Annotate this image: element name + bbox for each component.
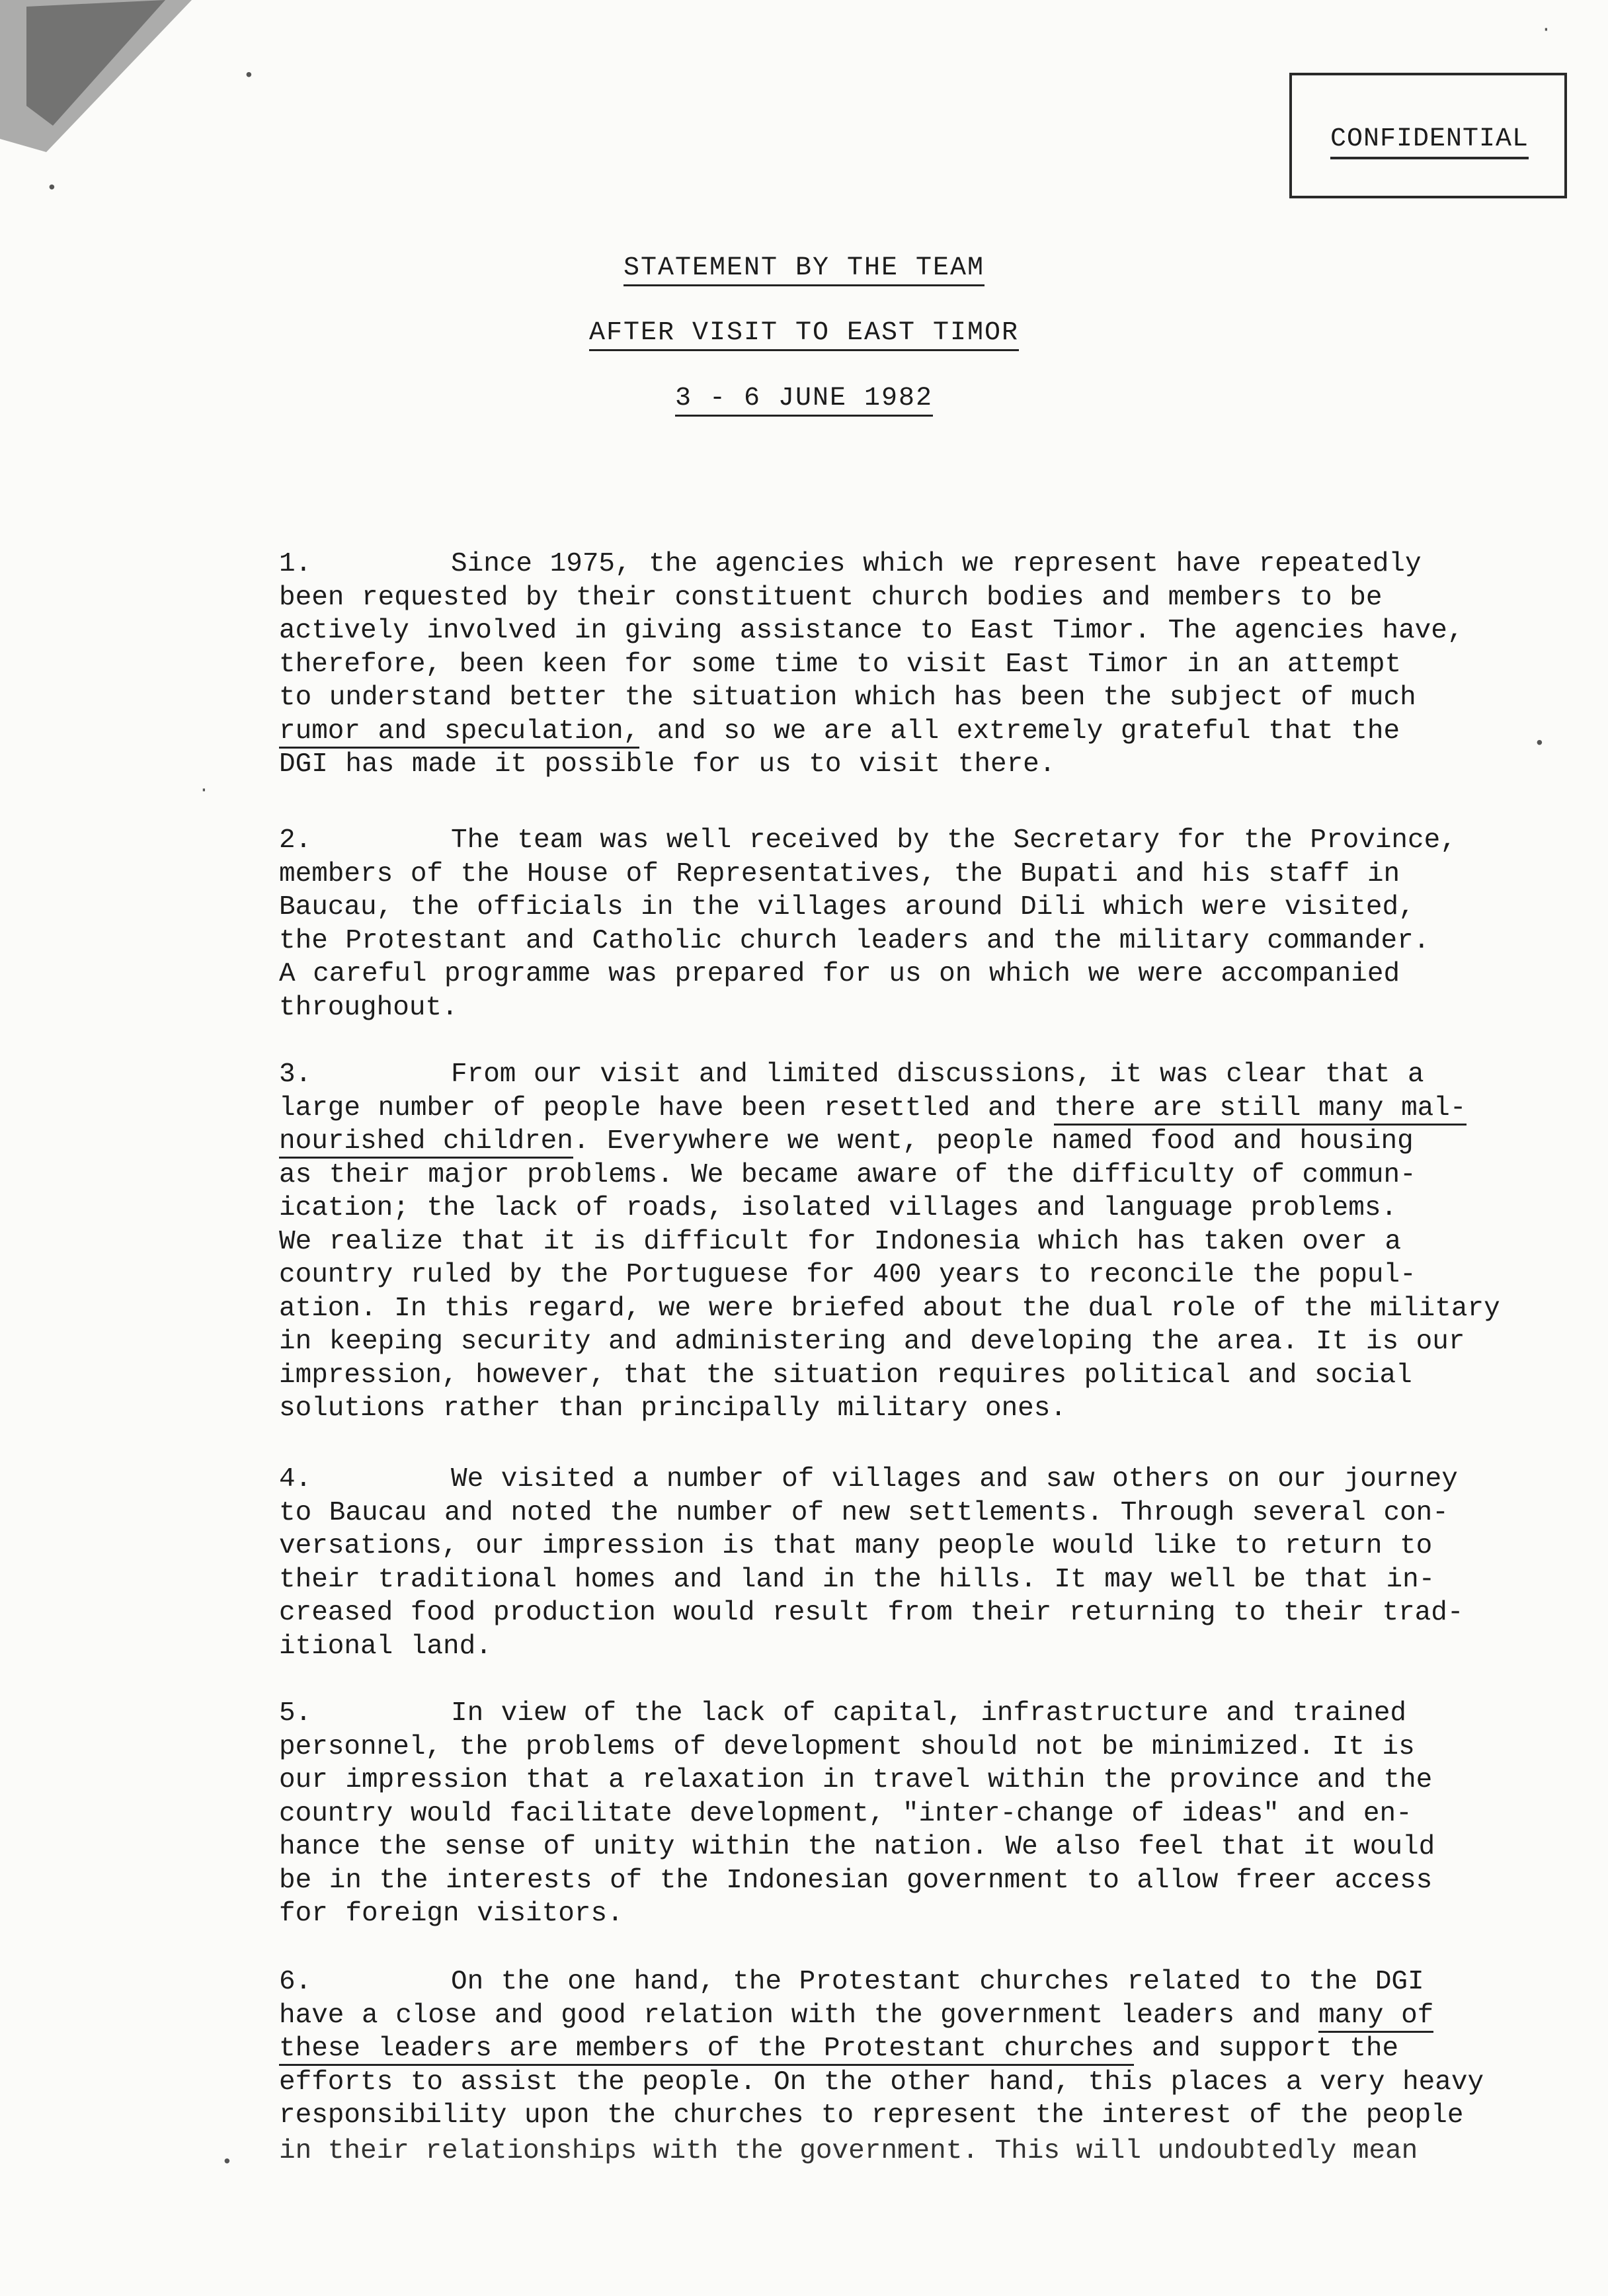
paragraph-6 xyxy=(279,1965,1522,2133)
paragraph-1 xyxy=(279,548,1522,782)
paragraph-text: and so we are all extremely grateful that the DGI has made it possible for us to visit there. xyxy=(279,716,1400,780)
paragraph-text: From our visit and limited discussions, it was clear that a large number of people have been resettled and xyxy=(279,1059,1424,1124)
paragraph-5 xyxy=(279,1697,1522,1931)
paragraph-number: 5. xyxy=(279,1698,312,1729)
document-title xyxy=(0,253,1608,283)
underlined-text: there are still many mal- nourished children xyxy=(279,1093,1467,1159)
paragraph-text: In view of the lack of capital, infrastructure and trained personnel, the problems of development should not be minimized. It is our impression that a relaxation in travel within the province and the country would facilitate development, "inter-change of ideas" and en- hance the sense of unity within the nation. We also feel that it would be in the interests of the Indonesian government to allow freer access for foreign visitors. xyxy=(279,1698,1435,1929)
speck: · xyxy=(1541,20,1552,40)
paragraph-2 xyxy=(279,824,1522,1024)
paragraph-number: 4. xyxy=(279,1464,312,1495)
paragraph-4 xyxy=(279,1463,1522,1663)
paragraph-text: and support the efforts to assist the people. On the other hand, this places a very heavy responsibility upon the churches to represent the interest of the people xyxy=(279,2033,1484,2131)
title-line-1: STATEMENT BY THE TEAM xyxy=(623,253,985,286)
speck: · xyxy=(198,780,210,801)
paragraph-text: On the one hand, the Protestant churches related to the DGI have a close and good relation with the government leaders and xyxy=(279,1967,1424,2031)
speck: • xyxy=(243,66,255,87)
paragraph-3 xyxy=(279,1058,1522,1426)
speck: • xyxy=(1534,734,1545,755)
corner-smudge xyxy=(0,0,198,159)
title-line-2: AFTER VISIT TO EAST TIMOR xyxy=(589,318,1019,351)
paragraph-text: We visited a number of villages and saw others on our journey to Baucau and noted the number of new settlements. Through several con- versations, our impression is that many people would like to return to their traditional homes and land in the hills. It may well be that in- creased food production would result from their returning to their trad- itional land. xyxy=(279,1464,1464,1662)
paragraph-text: The team was well received by the Secretary for the Province, members of the House of Representatives, the Bupati and his staff in Baucau, the officials in the villages around Dili which were visited, the Protestant and Catholic church leaders and the military commander. A careful programme was prepared for us on which we were accompanied throughout. xyxy=(279,825,1457,1023)
speck: • xyxy=(221,2152,233,2173)
paragraph-number: 2. xyxy=(279,825,312,856)
document-subtitle xyxy=(0,318,1608,348)
title-line-3: 3 - 6 JUNE 1982 xyxy=(675,384,933,417)
underlined-text: rumor and speculation, xyxy=(279,716,639,749)
paragraph-number: 1. xyxy=(279,549,312,579)
cutoff-line: in their relationships with the government. This will undoubtedly mean xyxy=(279,2136,1418,2166)
paragraph-text: Since 1975, the agencies which we represent have repeatedly been requested by their constituent church bodies and members to be actively involved in giving assistance to East Timor. The agencies have, therefore, been keen for some time to visit East Timor in an attempt to understand better the situation which has been the subject of much xyxy=(279,549,1464,713)
document-date xyxy=(0,384,1608,413)
confidential-stamp: CONFIDENTIAL xyxy=(1330,124,1529,159)
paragraph-text: . Everywhere we went, people named food and housing as their major problems. We became aware of the difficulty of commun- ication; the lack of roads, isolated villages and language problems. We realize that it is difficult for Indonesia which has taken over a country ruled by the Portuguese for 400 years to reconcile the popul- ation. In this regard, we were briefed about the dual role of the military in keeping security and administering and developing the area. It is our impression, however, that the situation requires political and social solutions rather than principally military ones. xyxy=(279,1126,1500,1424)
underlined-text: many of these leaders are members of the Protestant churches xyxy=(279,2000,1433,2067)
paragraph-number: 3. xyxy=(279,1059,312,1090)
speck: • xyxy=(46,179,58,199)
paragraph-number: 6. xyxy=(279,1967,312,1997)
